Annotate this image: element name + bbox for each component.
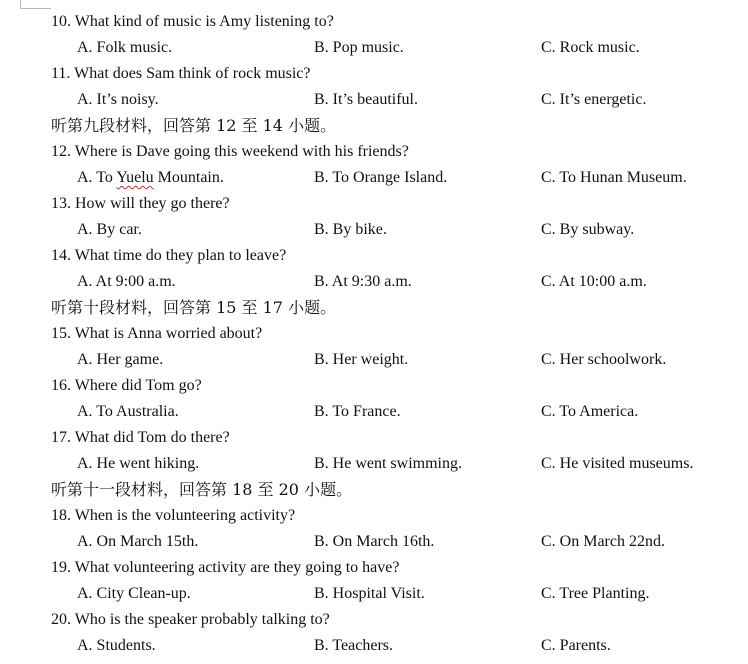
document-page: [0, 9, 748, 659]
option-c: C. Rock music.: [541, 39, 640, 56]
section-heading-9: 听第九段材料，回答第 12 至 14 小题。: [51, 116, 337, 135]
options-10: [0, 35, 748, 61]
option-a: A. City Clean-up.: [77, 585, 191, 602]
options-12: [0, 165, 748, 191]
option-b: B. By bike.: [314, 221, 387, 238]
option-b: B. Hospital Visit.: [314, 585, 425, 602]
option-b: B. Pop music.: [314, 39, 404, 56]
option-a-prefix: A. To: [77, 169, 117, 186]
question-13: 13. How will they go there?: [51, 195, 230, 212]
options-13: [0, 217, 748, 243]
option-c: C. It’s energetic.: [541, 91, 647, 108]
option-b: B. On March 16th.: [314, 533, 435, 550]
option-c: C. Tree Planting.: [541, 585, 650, 602]
section-heading-10: 听第十段材料，回答第 15 至 17 小题。: [51, 298, 337, 317]
option-c: C. To Hunan Museum.: [541, 169, 687, 186]
question-17: 17. What did Tom do there?: [51, 429, 230, 446]
option-a: A. Her game.: [77, 351, 164, 368]
question-15: 15. What is Anna worried about?: [51, 325, 263, 342]
option-a: A. Students.: [77, 637, 156, 654]
option-a: [77, 165, 224, 191]
option-b: B. It’s beautiful.: [314, 91, 418, 108]
option-a: A. By car.: [77, 221, 142, 238]
question-10: 10. What kind of music is Amy listening to?: [51, 13, 334, 30]
page-corner-mark: [20, 0, 51, 9]
option-b: B. At 9:30 a.m.: [314, 273, 412, 290]
option-a: A. Folk music.: [77, 39, 173, 56]
option-a: A. To Australia.: [77, 403, 179, 420]
section-heading-11: 听第十一段材料，回答第 18 至 20 小题。: [51, 480, 353, 499]
option-c: C. By subway.: [541, 221, 635, 238]
option-c: C. Parents.: [541, 637, 611, 654]
option-b: B. Her weight.: [314, 351, 409, 368]
option-c: C. Her schoolwork.: [541, 351, 667, 368]
question-19: 19. What volunteering activity are they going to have?: [51, 559, 400, 576]
option-b: B. To France.: [314, 403, 401, 420]
option-b: B. To Orange Island.: [314, 169, 448, 186]
option-c: C. To America.: [541, 403, 639, 420]
option-a: A. At 9:00 a.m.: [77, 273, 176, 290]
option-a: A. It’s noisy.: [77, 91, 159, 108]
question-11: 11. What does Sam think of rock music?: [51, 65, 311, 82]
option-b: B. Teachers.: [314, 637, 393, 654]
options-19: [0, 581, 748, 607]
option-a: A. On March 15th.: [77, 533, 199, 550]
option-c: C. He visited museums.: [541, 455, 694, 472]
options-14: [0, 269, 748, 295]
spellcheck-flagged-word[interactable]: Yuelu: [116, 169, 154, 186]
option-b: B. He went swimming.: [314, 455, 462, 472]
option-a-suffix: Mountain.: [153, 169, 224, 186]
options-17: [0, 451, 748, 477]
options-16: [0, 399, 748, 425]
question-16: 16. Where did Tom go?: [51, 377, 202, 394]
question-18: 18. When is the volunteering activity?: [51, 507, 296, 524]
options-11: [0, 87, 748, 113]
option-a: A. He went hiking.: [77, 455, 200, 472]
option-c: C. At 10:00 a.m.: [541, 273, 647, 290]
options-18: [0, 529, 748, 555]
options-15: [0, 347, 748, 373]
question-20: 20. Who is the speaker probably talking to?: [51, 611, 330, 628]
question-12: 12. Where is Dave going this weekend with his friends?: [51, 143, 409, 160]
option-c: C. On March 22nd.: [541, 533, 665, 550]
question-14: 14. What time do they plan to leave?: [51, 247, 287, 264]
options-20: [0, 633, 748, 659]
